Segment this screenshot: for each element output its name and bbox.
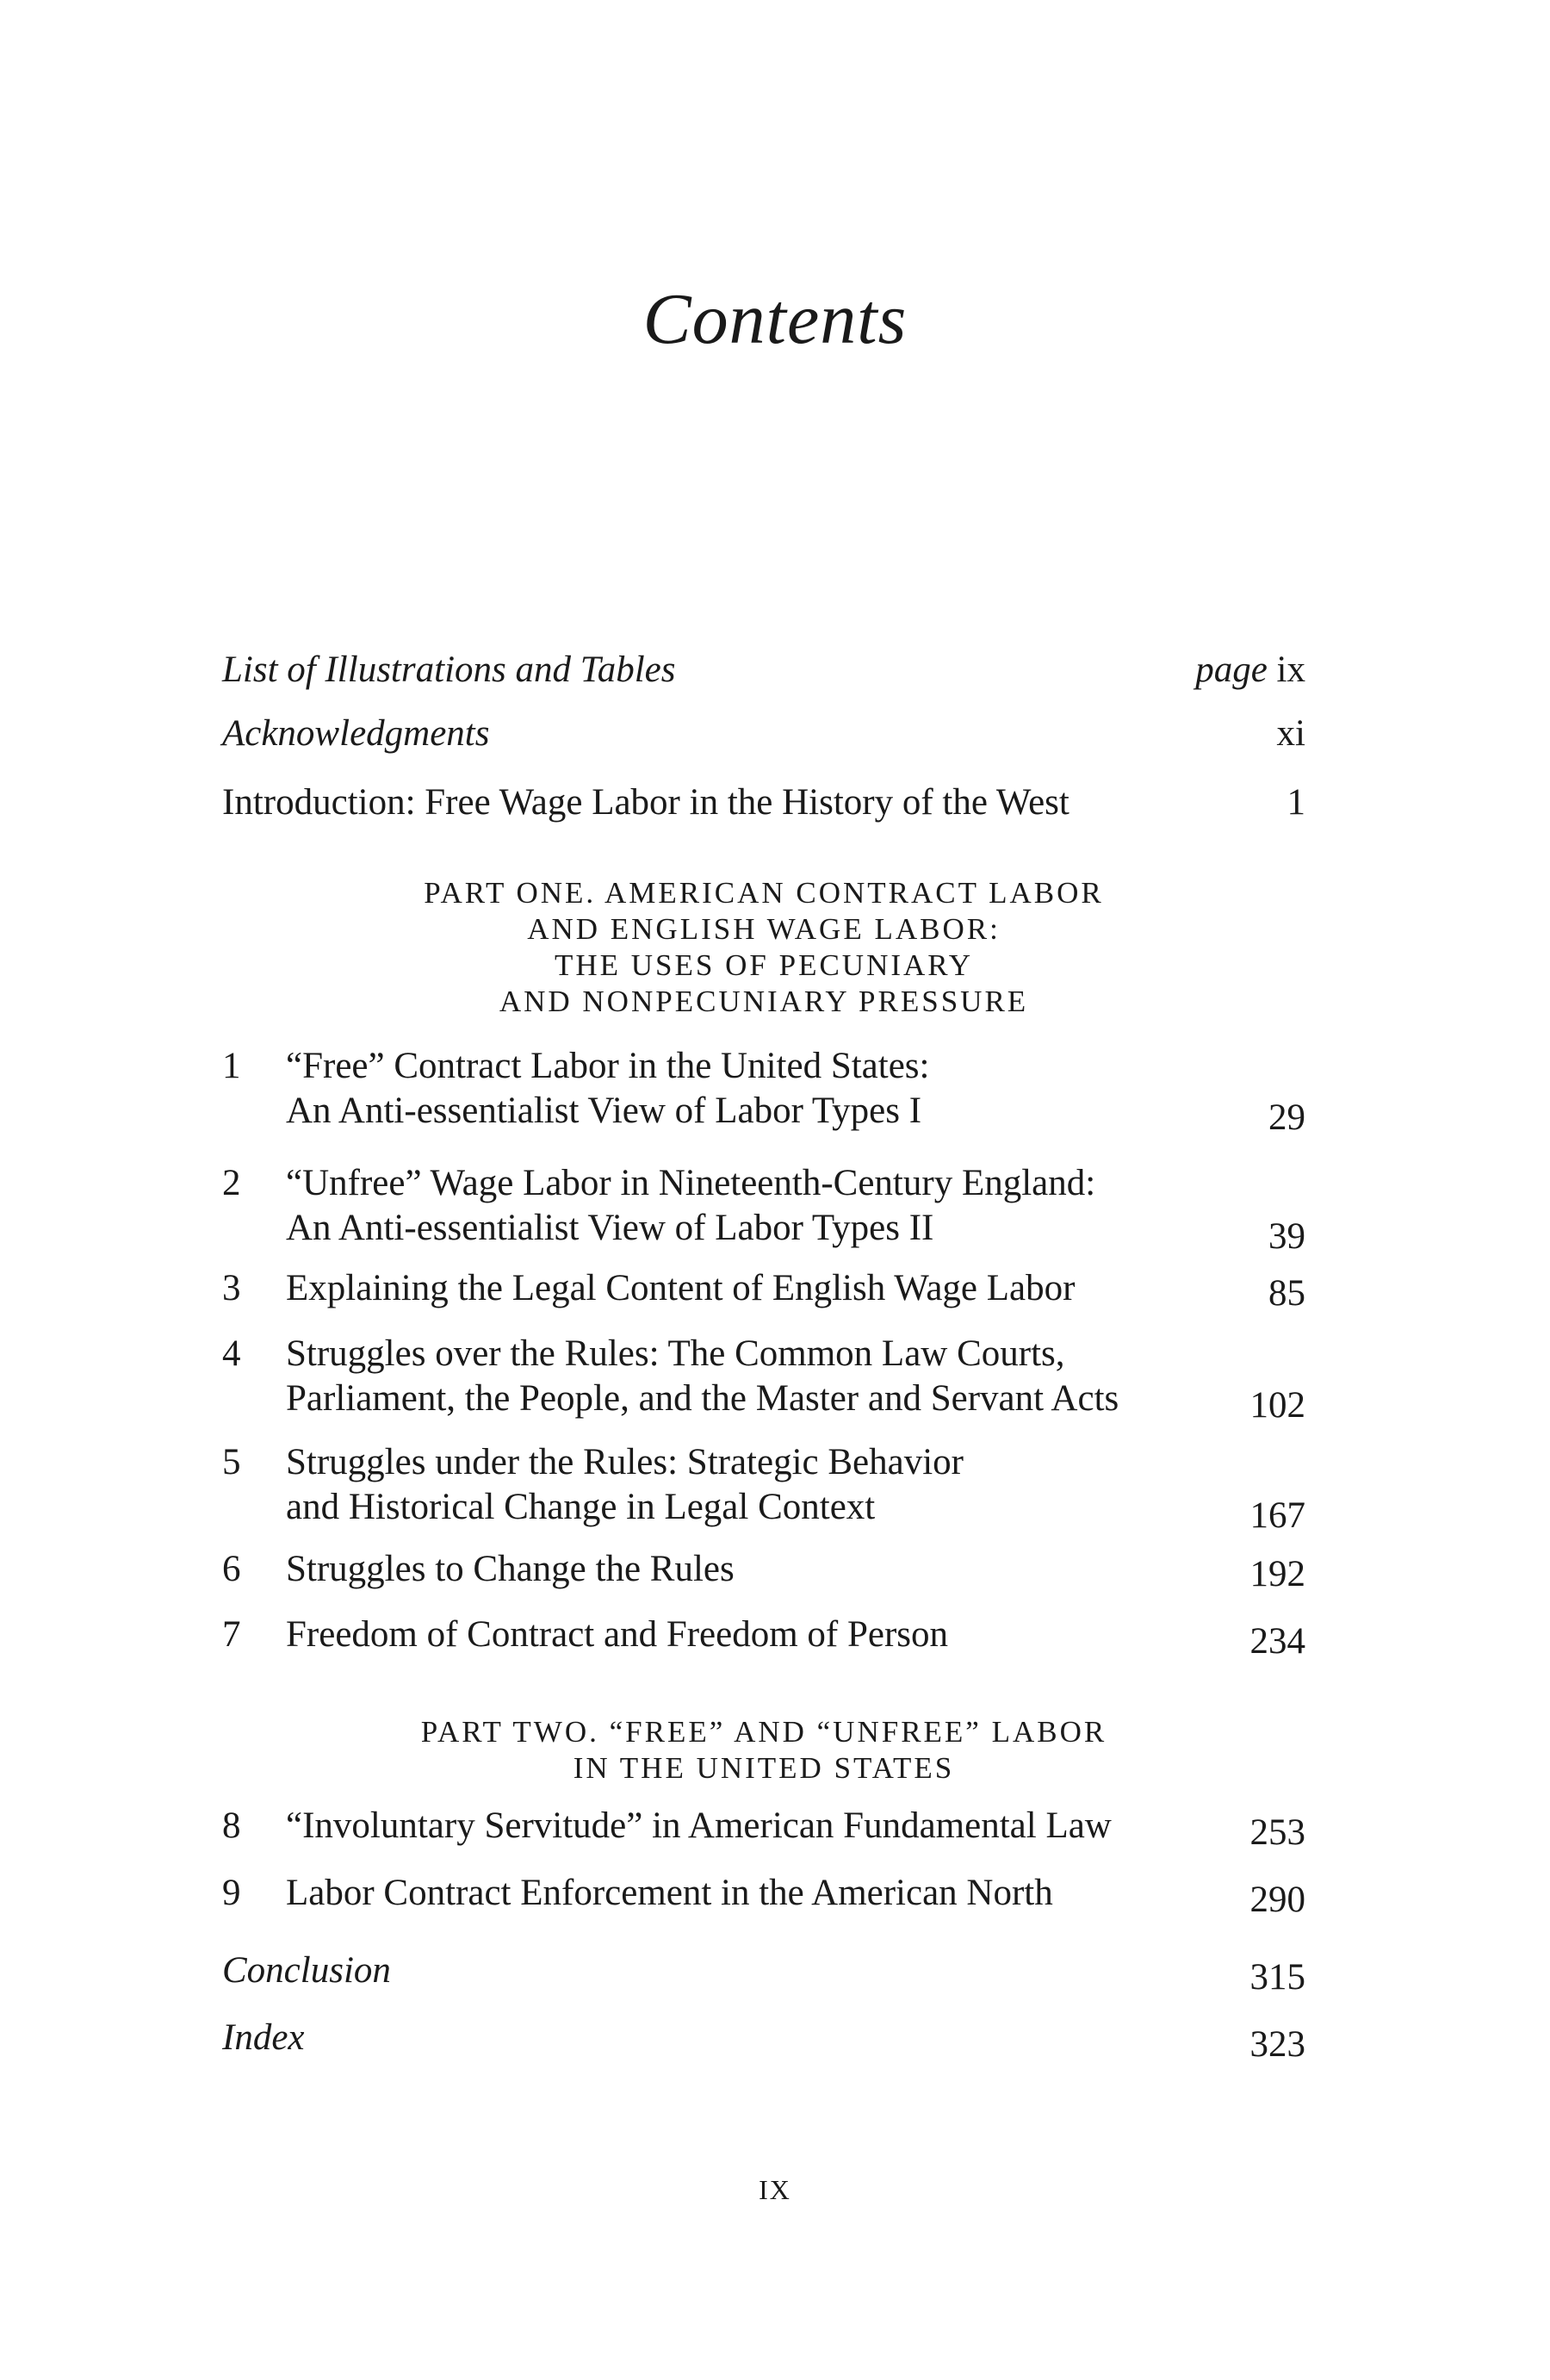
chapter-page: 234 — [1249, 1621, 1305, 1662]
part-two-heading — [222, 1714, 1305, 1787]
chapter-title-line: Struggles to Change the Rules — [286, 1549, 735, 1589]
chapter-title — [286, 1547, 735, 1592]
toc-entry-page: 1 — [1286, 782, 1305, 823]
chapter-page: 85 — [1268, 1273, 1305, 1314]
chapter-page: 290 — [1249, 1880, 1305, 1920]
page-word: page — [1195, 649, 1268, 690]
chapter-title-line: Explaining the Legal Content of English Wage Labor — [286, 1268, 1076, 1308]
chapter-title — [286, 1871, 1053, 1916]
chapter-title-line: Struggles under the Rules: Strategic Behavior — [286, 1442, 964, 1482]
part-heading-line: PART ONE. AMERICAN CONTRACT LABOR — [424, 876, 1104, 910]
chapter-number: 7 — [222, 1614, 241, 1655]
chapter-number: 8 — [222, 1805, 241, 1846]
chapter-title-line: An Anti-essentialist View of Labor Types II — [286, 1208, 934, 1248]
part-heading-line: IN THE UNITED STATES — [573, 1751, 955, 1785]
chapter-title — [286, 1804, 1112, 1849]
toc-entry-page: xi — [1276, 713, 1305, 754]
toc-entry-label: List of Illustrations and Tables — [222, 649, 676, 690]
toc-entry-page — [1195, 648, 1305, 693]
part-heading-line: AND ENGLISH WAGE LABOR: — [527, 912, 1001, 946]
chapter-title — [286, 1613, 948, 1657]
chapter-title-line: “Unfree” Wage Labor in Nineteenth-Century England: — [286, 1163, 1096, 1203]
chapter-page: 29 — [1268, 1097, 1305, 1138]
chapter-number: 4 — [222, 1333, 241, 1374]
chapter-number: 9 — [222, 1873, 241, 1913]
chapter-title-line: Parliament, the People, and the Master and Servant Acts — [286, 1378, 1119, 1419]
chapter-page: 102 — [1249, 1385, 1305, 1426]
chapter-number: 6 — [222, 1549, 241, 1589]
part-heading-line: AND NONPECUNIARY PRESSURE — [499, 985, 1029, 1018]
chapter-title — [286, 1266, 1075, 1311]
chapter-title-line: and Historical Change in Legal Context — [286, 1487, 876, 1527]
toc-entry-page: 323 — [1249, 2024, 1305, 2065]
chapter-number: 3 — [222, 1268, 241, 1308]
part-heading-line: PART TWO. “FREE” AND “UNFREE” LABOR — [420, 1715, 1107, 1749]
toc-entry-label: Index — [222, 2017, 305, 2058]
chapter-title-line: “Free” Contract Labor in the United States: — [286, 1046, 930, 1086]
chapter-number: 2 — [222, 1163, 241, 1203]
chapter-page: 253 — [1249, 1812, 1305, 1853]
chapter-number: 1 — [222, 1046, 241, 1086]
part-heading-line: THE USES OF PECUNIARY — [555, 948, 973, 982]
toc-entry-page: 315 — [1249, 1957, 1305, 1998]
chapter-title — [286, 1161, 1095, 1251]
chapter-title-line: Struggles over the Rules: The Common Law Courts, — [286, 1333, 1065, 1374]
chapter-title-line: Freedom of Contract and Freedom of Person — [286, 1614, 949, 1655]
part-one-heading — [222, 875, 1305, 1020]
chapter-page: 167 — [1249, 1495, 1305, 1536]
chapter-title-line: An Anti-essentialist View of Labor Types I — [286, 1091, 922, 1131]
chapter-title — [286, 1332, 1119, 1421]
chapter-number: 5 — [222, 1442, 241, 1482]
chapter-page: 192 — [1249, 1554, 1305, 1594]
toc-entry-label: Acknowledgments — [222, 713, 490, 754]
chapter-title-line: Labor Contract Enforcement in the American North — [286, 1873, 1053, 1913]
page-title: Contents — [642, 279, 908, 359]
toc-entry-label: Conclusion — [222, 1950, 391, 1991]
page-number: ix — [1276, 649, 1305, 690]
chapter-title — [286, 1044, 929, 1134]
chapter-title — [286, 1440, 964, 1530]
toc-entry-label: Introduction: Free Wage Labor in the History of the West — [222, 782, 1070, 823]
chapter-title-line: “Involuntary Servitude” in American Fundamental Law — [286, 1805, 1112, 1846]
page-folio: IX — [759, 2174, 791, 2205]
chapter-page: 39 — [1268, 1216, 1305, 1257]
